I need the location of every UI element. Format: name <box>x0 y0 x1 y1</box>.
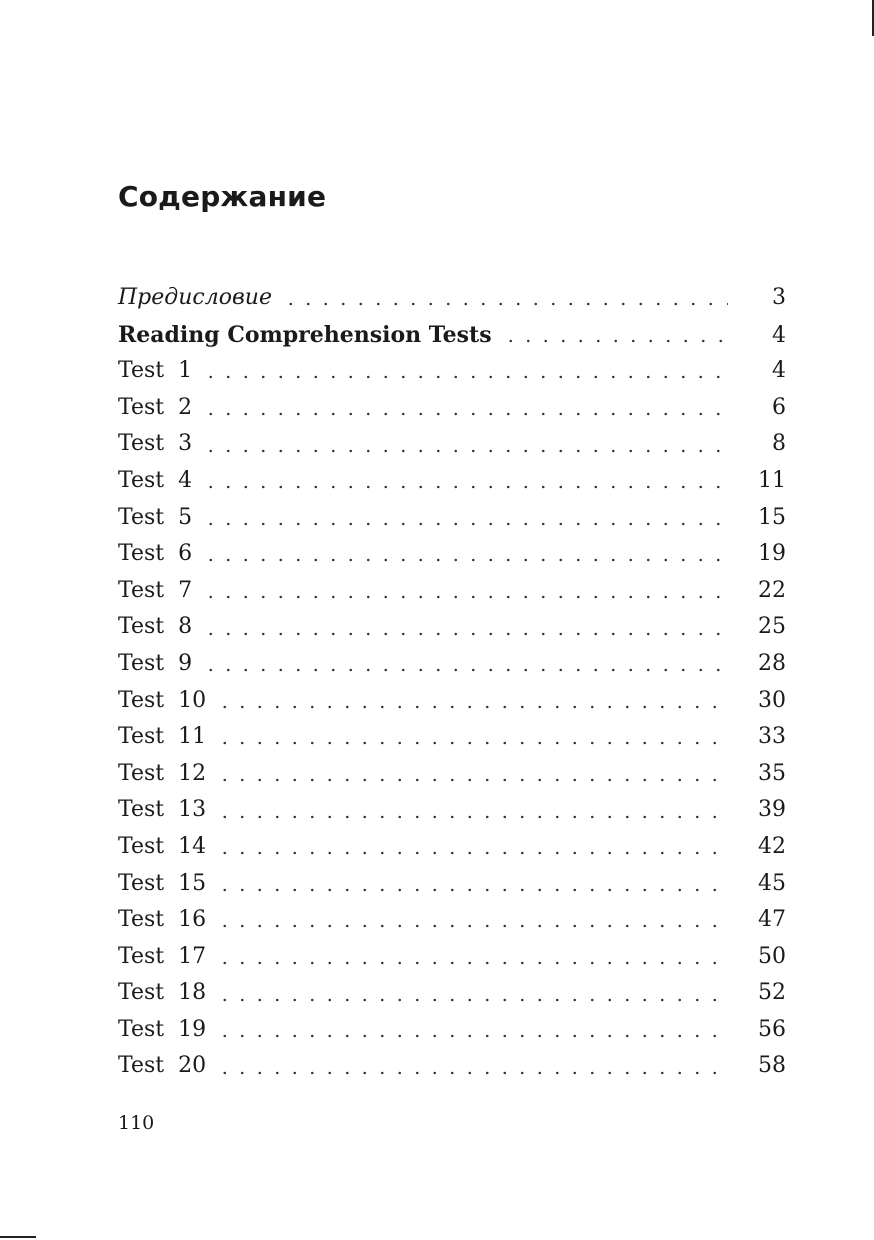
toc-entry[interactable] <box>118 683 786 720</box>
toc-entry[interactable] <box>118 719 786 756</box>
toc-entry-page: 33 <box>758 724 786 750</box>
toc-entry-label: Test 6 <box>118 541 193 567</box>
dot-leader <box>216 960 724 966</box>
toc-entry-page: 28 <box>758 650 786 676</box>
toc-entry-page: 52 <box>758 980 786 1006</box>
toc-entry-label: Test 19 <box>118 1016 207 1042</box>
toc-entry-page: 45 <box>758 870 786 896</box>
toc-entry-page: 11 <box>758 467 786 493</box>
dot-leader <box>216 1070 724 1076</box>
toc-entry-label: Test 10 <box>118 687 207 713</box>
toc-entry-page: 25 <box>758 614 786 640</box>
dot-leader <box>202 667 724 673</box>
toc-entry-label: Test 15 <box>118 870 207 896</box>
dot-leader <box>216 814 724 820</box>
dot-leader <box>282 301 728 307</box>
toc-entry-label: Test 11 <box>118 724 207 750</box>
toc-entry[interactable] <box>118 426 786 463</box>
dot-leader <box>202 631 724 637</box>
dot-leader <box>202 411 728 417</box>
toc-entry-page: 4 <box>772 322 786 348</box>
dot-leader <box>202 448 728 454</box>
toc-entry[interactable] <box>118 463 786 500</box>
crop-mark-bottom <box>0 1236 36 1238</box>
dot-leader <box>216 777 724 783</box>
toc-entry[interactable] <box>118 756 786 793</box>
dot-leader <box>216 923 724 929</box>
toc-entry-label: Test 16 <box>118 907 207 933</box>
toc-entry[interactable] <box>118 280 786 317</box>
dot-leader <box>216 850 724 856</box>
table-of-contents <box>118 280 786 1085</box>
toc-entry[interactable] <box>118 390 786 427</box>
toc-entry-page: 4 <box>772 358 786 384</box>
dot-leader <box>202 594 724 600</box>
toc-entry-label: Test 2 <box>118 394 193 420</box>
toc-entry-label: Test 12 <box>118 760 207 786</box>
dot-leader <box>216 740 724 746</box>
toc-entry[interactable] <box>118 609 786 646</box>
toc-entry-page: 19 <box>758 541 786 567</box>
toc-entry-page: 35 <box>758 760 786 786</box>
toc-entry[interactable] <box>118 829 786 866</box>
page-number: 110 <box>118 1112 155 1134</box>
toc-entry-label: Предисловие <box>118 285 272 310</box>
toc-entry-page: 22 <box>758 577 786 603</box>
toc-entry-label: Test 14 <box>118 833 207 859</box>
dot-leader <box>216 1033 724 1039</box>
toc-entry[interactable] <box>118 353 786 390</box>
toc-entry-page: 3 <box>772 285 786 310</box>
toc-entry[interactable] <box>118 939 786 976</box>
toc-entry-label: Test 20 <box>118 1053 207 1079</box>
dot-leader <box>202 557 724 563</box>
dot-leader <box>202 521 724 527</box>
dot-leader <box>202 484 724 490</box>
toc-entry[interactable] <box>118 866 786 903</box>
toc-entry-label: Test 4 <box>118 467 193 493</box>
toc-entry[interactable] <box>118 573 786 610</box>
toc-entry-label: Test 9 <box>118 650 193 676</box>
toc-entry-page: 50 <box>758 943 786 969</box>
toc-entry[interactable] <box>118 902 786 939</box>
toc-entry-page: 58 <box>758 1053 786 1079</box>
toc-entry-label: Test 5 <box>118 504 193 530</box>
toc-entry-label: Test 8 <box>118 614 193 640</box>
dot-leader <box>502 338 728 344</box>
dot-leader <box>216 997 724 1003</box>
toc-entry[interactable] <box>118 536 786 573</box>
toc-entry-label: Reading Comprehension Tests <box>118 321 492 348</box>
toc-entry-label: Test 3 <box>118 431 193 457</box>
dot-leader <box>202 374 728 380</box>
toc-entry[interactable] <box>118 1012 786 1049</box>
toc-entry-page: 39 <box>758 797 786 823</box>
toc-entry[interactable] <box>118 975 786 1012</box>
toc-entry-page: 8 <box>772 431 786 457</box>
dot-leader <box>216 704 724 710</box>
toc-entry-page: 15 <box>758 504 786 530</box>
toc-entry-page: 47 <box>758 907 786 933</box>
toc-entry-label: Test 17 <box>118 943 207 969</box>
toc-entry-label: Test 1 <box>118 358 193 384</box>
page-title: Содержание <box>118 180 327 213</box>
toc-entry[interactable] <box>118 646 786 683</box>
toc-entry-label: Test 18 <box>118 980 207 1006</box>
toc-entry-label: Test 13 <box>118 797 207 823</box>
toc-entry[interactable] <box>118 1048 786 1085</box>
toc-entry-page: 30 <box>758 687 786 713</box>
toc-entry-label: Test 7 <box>118 577 193 603</box>
toc-entry[interactable] <box>118 317 786 354</box>
dot-leader <box>216 887 724 893</box>
toc-entry[interactable] <box>118 792 786 829</box>
toc-entry-page: 6 <box>772 394 786 420</box>
toc-entry-page: 42 <box>758 833 786 859</box>
toc-entry-page: 56 <box>758 1016 786 1042</box>
toc-entry[interactable] <box>118 500 786 537</box>
